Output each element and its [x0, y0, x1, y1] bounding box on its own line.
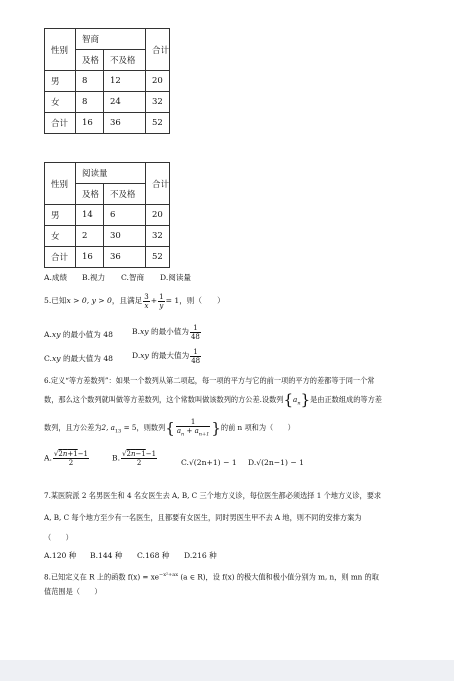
- question-6-line-2: 数，那么这个数列就叫做等方差数列，这个常数叫做该数列的方公差.设数列$\{a_n\}$是由正数组成的等方差: [44, 390, 382, 409]
- fail-header: 不及格: [104, 50, 146, 71]
- page-bottom-margin: [0, 660, 454, 681]
- total-header: 合计: [146, 163, 170, 205]
- q6-option-c: C.√(2n+1) − 1: [181, 458, 237, 467]
- q7-option-b: B.144 种: [90, 551, 123, 560]
- q4-option-c: C.智商: [121, 273, 145, 282]
- question-8-line-2: 值范围是（ ）: [44, 587, 102, 596]
- question-8-line-1: 8.已知定义在 R 上的函数 $f(x) = xe^{-x^2+ax}$ (a ∈ R)，设 f(x) 的极大值和极小值分别为 m, n，则 mn 的取: [44, 572, 379, 582]
- total-header: 合计: [146, 29, 170, 71]
- table-row: 男 14 6 20: [45, 205, 170, 226]
- table-row: 合计 16 36 52: [45, 247, 170, 268]
- pass-header: 及格: [76, 184, 104, 205]
- table-row: 合计 16 36 52: [45, 113, 170, 134]
- table-row: 女 8 24 32: [45, 92, 170, 113]
- reading-contingency-table: [44, 162, 170, 268]
- q6-option-a: A. $\frac{√2n+1-1}{2}$: [44, 450, 89, 467]
- q5-condition: x > 0, y > 0: [66, 296, 112, 305]
- q7-option-a: A.120 种: [44, 551, 77, 560]
- question-6-line-1: 6.定义“等方差数列”：如果一个数列从第二项起，每一项的平方与它的前一项的平方的差都等于同一个常: [44, 376, 375, 385]
- question-5: 5.已知x > 0, y > 0，且满足 $\frac{3}{x}$ + $\frac{1}{y}$ = 1，则（ ）: [44, 292, 225, 310]
- gender-header: 性别: [45, 163, 76, 205]
- question-7-line-1: 7.某医院派 2 名男医生和 4 名女医生去 A, B, C 三个地方义诊，每位医生都必须选择 1 个地方义诊，要求: [44, 491, 382, 500]
- q4-option-d: D.阅读量: [160, 273, 192, 282]
- q5-option-d: D.xy 的最大值为 $\frac{1}{48}$: [132, 347, 201, 365]
- question-6-line-3: 数列，且方公差为2, $a_{13} = 5$，则数列{ $\frac{1}{a_n + a_{n+1}}$ }的前 n 项和为（ ）: [44, 417, 295, 438]
- q7-option-d: D.216 种: [184, 551, 217, 560]
- q5-option-c: C.xy 的最大值为 48: [44, 354, 114, 363]
- table-row: 女 2 30 32: [45, 226, 170, 247]
- q5-option-b: B.xy 的最小值为 $\frac{1}{48}$: [132, 323, 200, 341]
- iq-contingency-table: [44, 28, 170, 134]
- q4-option-a: A.成绩: [44, 273, 68, 282]
- question-7-paren: （ ）: [44, 533, 73, 542]
- group-header: 阅读量: [76, 163, 146, 184]
- question-7-line-2: A, B, C 每个地方至少有一名医生，且都要有女医生，同时男医生甲不去 A 地，则不同的安排方案为: [44, 513, 362, 522]
- q4-option-b: B.视力: [82, 273, 106, 282]
- q6-option-d: D.√(2n−1) − 1: [248, 458, 304, 467]
- q7-option-c: C.168 种: [137, 551, 170, 560]
- q5-option-a: A.xy 的最小值为 48: [44, 330, 113, 339]
- q6-option-b: B. $\frac{√2n-1-1}{2}$: [112, 450, 157, 467]
- fail-header: 不及格: [104, 184, 146, 205]
- table-row: 男 8 12 20: [45, 71, 170, 92]
- pass-header: 及格: [76, 50, 104, 71]
- group-header: 智商: [76, 29, 146, 50]
- gender-header: 性别: [45, 29, 76, 71]
